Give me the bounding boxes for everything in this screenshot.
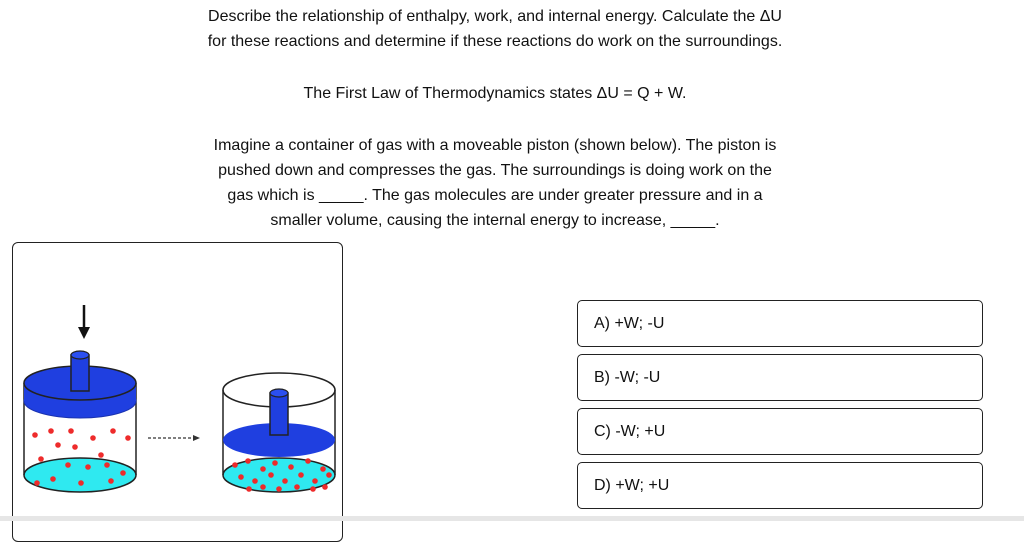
first-law-statement: The First Law of Thermodynamics states ΔU = Q + W. bbox=[303, 85, 687, 102]
scenario-line-1: Imagine a container of gas with a moveable piston (shown below). The piston is bbox=[213, 137, 777, 154]
scenario-line-3: gas which is _____. The gas molecules are under greater pressure and in a bbox=[227, 187, 763, 204]
transition-arrow-icon bbox=[148, 435, 200, 441]
choice-c-button[interactable]: C) -W; +U bbox=[577, 408, 983, 455]
cylinder-before bbox=[24, 351, 136, 492]
question-text bbox=[150, 4, 840, 233]
scenario-line-2: pushed down and compresses the gas. The surroundings is doing work on the bbox=[218, 162, 772, 179]
choice-d-button[interactable]: D) +W; +U bbox=[577, 462, 983, 509]
question-intro bbox=[150, 4, 840, 54]
scenario-paragraph bbox=[150, 133, 840, 233]
choice-b-button[interactable]: B) -W; -U bbox=[577, 354, 983, 401]
intro-line-2: for these reactions and determine if these reactions do work on the surroundings. bbox=[207, 33, 783, 50]
bottom-bar bbox=[0, 516, 1024, 521]
intro-line-1: Describe the relationship of enthalpy, work, and internal energy. Calculate the ΔU bbox=[208, 8, 782, 25]
piston-figure bbox=[12, 242, 343, 542]
cylinder-after bbox=[223, 373, 335, 492]
choice-a-button[interactable]: A) +W; -U bbox=[577, 300, 983, 347]
scenario-line-4: smaller volume, causing the internal energy to increase, _____. bbox=[270, 212, 720, 229]
piston-diagram bbox=[13, 243, 344, 523]
down-arrow-icon bbox=[78, 305, 90, 339]
